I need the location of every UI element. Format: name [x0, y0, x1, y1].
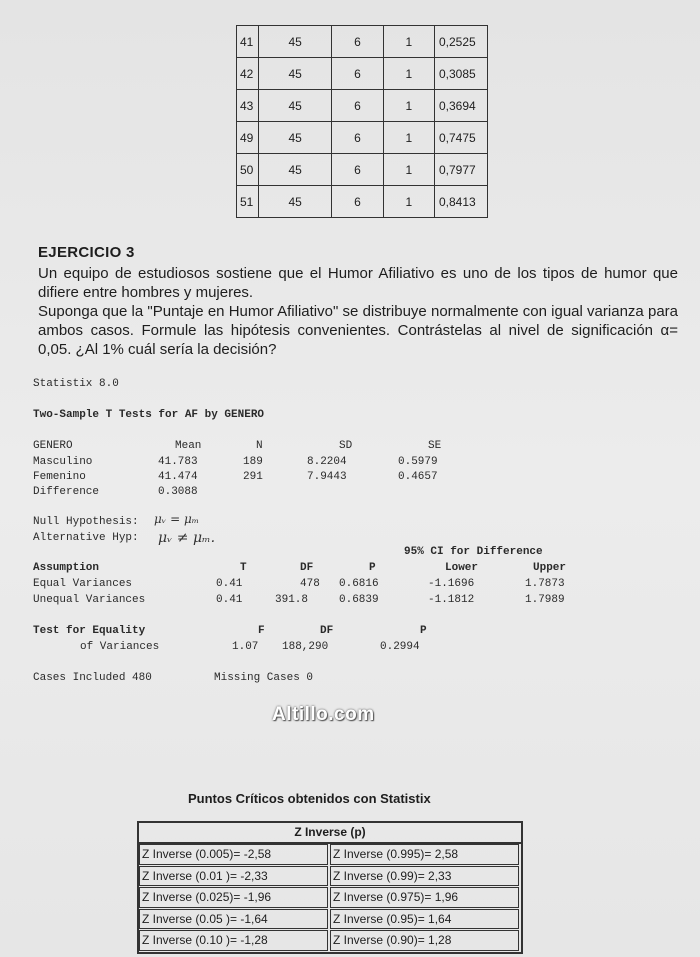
table-cell: 45 [259, 122, 332, 154]
cases-included: Cases Included 480 [33, 672, 152, 684]
equality-value-p: 0.2994 [380, 641, 420, 653]
critical-cell: Z Inverse (0.005)= -2,58 [139, 844, 328, 865]
table-row [237, 90, 488, 122]
test-title: Two-Sample T Tests for AF by GENERO [33, 409, 265, 421]
critical-cell: Z Inverse (0.975)= 1,96 [330, 887, 519, 908]
assumption-row-lower: -1.1812 [428, 594, 475, 606]
assumption-header-t: T [240, 562, 247, 574]
group-row-se: 0.4657 [398, 471, 438, 483]
assumption-header-df: DF [300, 562, 314, 574]
group-row-n: 291 [243, 471, 263, 483]
table-cell: 1 [383, 58, 434, 90]
assumption-row-p: 0.6839 [339, 594, 379, 606]
assumption-header-lower: Lower [445, 562, 479, 574]
critical-cell: Z Inverse (0.995)= 2,58 [330, 844, 519, 865]
group-row-mean: 41.474 [158, 471, 198, 483]
group-row-se: 0.5979 [398, 456, 438, 468]
table-cell: 41 [237, 26, 259, 58]
missing-cases: Missing Cases 0 [214, 672, 314, 684]
table-row [237, 26, 488, 58]
table-row [237, 122, 488, 154]
table-cell: 1 [383, 154, 434, 186]
null-hypothesis-handwritten: μᵥ = μₘ [154, 512, 200, 526]
critical-table-header: Z Inverse (p) [139, 823, 521, 844]
table-cell: 51 [237, 186, 259, 218]
exercise-title: EJERCICIO 3 [38, 244, 135, 261]
probability-table [236, 25, 488, 218]
group-header-genero: GENERO [33, 440, 73, 452]
group-row-mean: 41.783 [158, 456, 198, 468]
assumption-row-upper: 1.7989 [525, 594, 565, 606]
table-cell: 45 [259, 58, 332, 90]
group-row-sd: 7.9443 [307, 471, 347, 483]
group-row-sd: 8.2204 [307, 456, 347, 468]
table-cell: 0,7977 [435, 154, 488, 186]
table-cell: 42 [237, 58, 259, 90]
group-header-n: N [256, 440, 263, 452]
ci-title: 95% CI for Difference [404, 546, 543, 558]
table-cell: 1 [383, 90, 434, 122]
table-row [237, 186, 488, 218]
critical-cell: Z Inverse (0.025)= -1,96 [139, 887, 328, 908]
assumption-row-t: 0.41 [216, 578, 243, 590]
critical-row [139, 887, 521, 909]
assumption-row-label: Equal Variances [33, 578, 133, 590]
table-row [237, 154, 488, 186]
equality-test-label-2: of Variances [80, 641, 160, 653]
null-hypothesis-label: Null Hypothesis: [33, 516, 139, 528]
watermark: Altillo.com [272, 704, 375, 725]
equality-test-label: Test for Equality [33, 625, 146, 637]
assumption-row-df: 391.8 [275, 594, 309, 606]
assumption-row-df: 478 [300, 578, 320, 590]
table-cell: 1 [383, 122, 434, 154]
table-cell: 6 [332, 122, 383, 154]
table-cell: 6 [332, 186, 383, 218]
table-cell: 0,3085 [435, 58, 488, 90]
exercise-section [38, 243, 678, 359]
equality-header-f: F [258, 625, 265, 637]
assumption-row-p: 0.6816 [339, 578, 379, 590]
table-cell: 45 [259, 90, 332, 122]
critical-points-table [137, 821, 523, 954]
assumption-header-p: P [369, 562, 376, 574]
assumption-row-lower: -1.1696 [428, 578, 475, 590]
table-cell: 0,8413 [435, 186, 488, 218]
table-cell: 6 [332, 26, 383, 58]
assumption-header-upper: Upper [533, 562, 567, 574]
table-cell: 0,3694 [435, 90, 488, 122]
assumption-header: Assumption [33, 562, 100, 574]
table-cell: 45 [259, 26, 332, 58]
table-cell: 0,2525 [435, 26, 488, 58]
critical-cell: Z Inverse (0.95)= 1,64 [330, 909, 519, 930]
table-cell: 0,7475 [435, 122, 488, 154]
group-row-name: Difference [33, 486, 100, 498]
group-row-n: 189 [243, 456, 263, 468]
table-cell: 45 [259, 154, 332, 186]
group-header-mean: Mean [175, 440, 202, 452]
alternative-hypothesis-label: Alternative Hyp: [33, 532, 139, 544]
group-header-se: SE [428, 440, 442, 452]
program-name: Statistix 8.0 [33, 378, 119, 390]
critical-points-title: Puntos Críticos obtenidos con Statistix [188, 791, 431, 806]
equality-header-p: P [420, 625, 427, 637]
exercise-paragraph-2: Suponga que la "Puntaje en Humor Afiliativo" se distribuye normalmente con igual varianza para ambos casos. Formule las hipótesis convenientes. Contrástelas al nivel de significación α= 0,05. ¿Al 1% cuál sería la decisión? [38, 303, 678, 358]
assumption-row-upper: 1.7873 [525, 578, 565, 590]
table-row [237, 58, 488, 90]
group-row-name: Femenino [33, 471, 86, 483]
critical-cell: Z Inverse (0.01 )= -2,33 [139, 866, 328, 887]
critical-cell: Z Inverse (0.90)= 1,28 [330, 930, 519, 951]
critical-cell: Z Inverse (0.05 )= -1,64 [139, 909, 328, 930]
critical-row [139, 866, 521, 888]
critical-cell: Z Inverse (0.99)= 2,33 [330, 866, 519, 887]
equality-value-f: 1.07 [232, 641, 259, 653]
alternative-hypothesis-handwritten: μᵥ ≠ μₘ. [158, 530, 216, 546]
group-row-name: Masculino [33, 456, 93, 468]
critical-row [139, 909, 521, 931]
assumption-row-t: 0.41 [216, 594, 243, 606]
group-row-mean: 0.3088 [158, 486, 198, 498]
table-cell: 50 [237, 154, 259, 186]
group-header-sd: SD [339, 440, 353, 452]
critical-cell: Z Inverse (0.10 )= -1,28 [139, 930, 328, 951]
table-cell: 6 [332, 58, 383, 90]
table-cell: 45 [259, 186, 332, 218]
table-cell: 6 [332, 154, 383, 186]
critical-row [139, 844, 521, 866]
equality-header-df: DF [320, 625, 334, 637]
equality-value-df: 188,290 [282, 641, 329, 653]
exercise-paragraph-1: Un equipo de estudiosos sostiene que el Humor Afiliativo es uno de los tipos de humor que difiere entre hombres y mujeres. [38, 265, 678, 301]
table-cell: 1 [383, 26, 434, 58]
table-cell: 43 [237, 90, 259, 122]
table-cell: 6 [332, 90, 383, 122]
assumption-row-label: Unequal Variances [33, 594, 146, 606]
table-cell: 49 [237, 122, 259, 154]
table-cell: 1 [383, 186, 434, 218]
critical-row [139, 930, 521, 952]
